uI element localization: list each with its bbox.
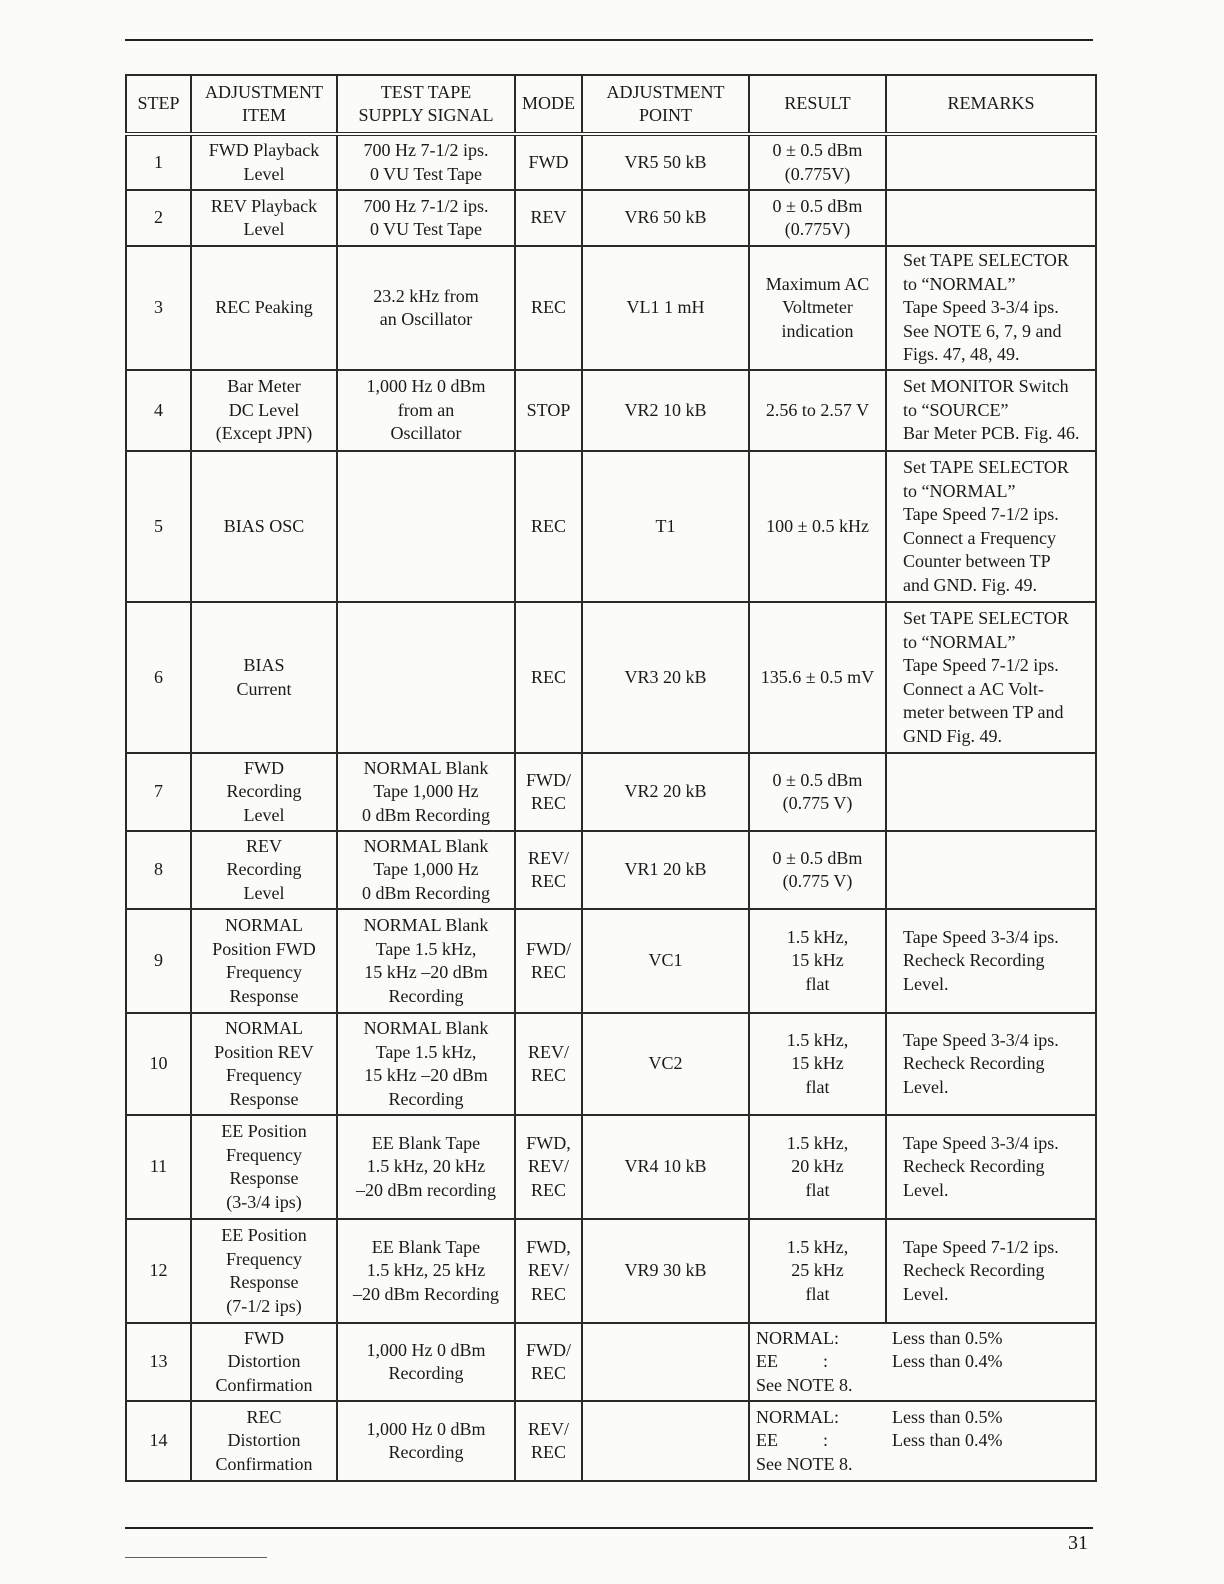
header-adjustment-point: ADJUSTMENT POINT [582, 75, 749, 134]
adjustment-point-cell: VL1 1 mH [582, 246, 749, 370]
result-cell: 0 ± 0.5 dBm (0.775V) [749, 190, 886, 246]
adjustment-point-cell: VR6 50 kB [582, 190, 749, 246]
remarks-cell: Tape Speed 3-3/4 ips. Recheck Recording Level. [886, 1013, 1096, 1115]
mode-cell: REV/ REC [515, 831, 582, 909]
table-row [126, 370, 1096, 451]
adjustment-point-cell: VC2 [582, 1013, 749, 1115]
result-cell: 135.6 ± 0.5 mV [749, 602, 886, 753]
header-test-tape-supply-signal: TEST TAPE SUPPLY SIGNAL [337, 75, 515, 134]
test-signal-cell: 23.2 kHz from an Oscillator [337, 246, 515, 370]
header-mode: MODE [515, 75, 582, 134]
header-adjustment-item: ADJUSTMENT ITEM [191, 75, 337, 134]
result-condition-labels: NORMAL: EE : See NOTE 8. [756, 1327, 853, 1395]
adjustment-item-cell: EE Position Frequency Response (7-1/2 ips) [191, 1219, 337, 1323]
test-signal-cell [337, 451, 515, 602]
step-cell: 4 [126, 370, 191, 451]
table-row [126, 246, 1096, 370]
test-signal-cell: 1,000 Hz 0 dBm Recording [337, 1323, 515, 1401]
remarks-cell: Set TAPE SELECTOR to “NORMAL” Tape Speed 3-3/4 ips. See NOTE 6, 7, 9 and Figs. 47, 48, 49. [886, 246, 1096, 370]
adjustment-point-cell: VC1 [582, 909, 749, 1013]
step-cell: 5 [126, 451, 191, 602]
result-cell: 0 ± 0.5 dBm (0.775 V) [749, 753, 886, 831]
result-cell: 1.5 kHz, 20 kHz flat [749, 1115, 886, 1219]
remarks-cell [886, 831, 1096, 909]
test-signal-cell: 700 Hz 7-1/2 ips. 0 VU Test Tape [337, 190, 515, 246]
remarks-cell [886, 753, 1096, 831]
step-cell: 2 [126, 190, 191, 246]
table-row [126, 1219, 1096, 1323]
remarks-cell: Tape Speed 3-3/4 ips. Recheck Recording Level. [886, 1115, 1096, 1219]
adjustment-item-cell: FWD Playback Level [191, 134, 337, 190]
table-row [126, 831, 1096, 909]
bottom-rule [125, 1527, 1093, 1529]
step-cell: 7 [126, 753, 191, 831]
mode-cell: REV [515, 190, 582, 246]
mode-cell: FWD/ REC [515, 909, 582, 1013]
test-signal-cell: EE Blank Tape 1.5 kHz, 25 kHz –20 dBm Recording [337, 1219, 515, 1323]
top-rule [125, 39, 1093, 41]
remarks-cell [886, 134, 1096, 190]
result-cell: 1.5 kHz, 15 kHz flat [749, 909, 886, 1013]
distortion-result-cell [749, 1401, 1096, 1481]
test-signal-cell: 1,000 Hz 0 dBm from an Oscillator [337, 370, 515, 451]
mode-cell: FWD/ REC [515, 753, 582, 831]
mode-cell: REC [515, 246, 582, 370]
mode-cell: FWD, REV/ REC [515, 1219, 582, 1323]
remarks-cell [886, 190, 1096, 246]
adjustment-point-cell: VR4 10 kB [582, 1115, 749, 1219]
result-cell: 2.56 to 2.57 V [749, 370, 886, 451]
adjustment-item-cell: Bar Meter DC Level (Except JPN) [191, 370, 337, 451]
adjustment-point-cell [582, 1401, 749, 1481]
mode-cell: REV/ REC [515, 1013, 582, 1115]
step-cell: 13 [126, 1323, 191, 1401]
mode-cell: FWD [515, 134, 582, 190]
adjustment-item-cell: BIAS OSC [191, 451, 337, 602]
link-underline [125, 1557, 267, 1558]
table-row [126, 1401, 1096, 1481]
remarks-cell: Tape Speed 3-3/4 ips. Recheck Recording Level. [886, 909, 1096, 1013]
step-cell: 8 [126, 831, 191, 909]
mode-cell: REC [515, 602, 582, 753]
mode-cell: REC [515, 451, 582, 602]
table-row [126, 134, 1096, 190]
result-cell: 0 ± 0.5 dBm (0.775 V) [749, 831, 886, 909]
adjustment-table [125, 74, 1097, 1482]
adjustment-point-cell: VR2 20 kB [582, 753, 749, 831]
remarks-cell: Set TAPE SELECTOR to “NORMAL” Tape Speed 7-1/2 ips. Connect a AC Volt- meter between TP and GND Fig. 49. [886, 602, 1096, 753]
header-step: STEP [126, 75, 191, 134]
adjustment-point-cell: VR1 20 kB [582, 831, 749, 909]
result-cell: 1.5 kHz, 15 kHz flat [749, 1013, 886, 1115]
mode-cell: FWD/ REC [515, 1323, 582, 1401]
test-signal-cell: NORMAL Blank Tape 1.5 kHz, 15 kHz –20 dBm Recording [337, 909, 515, 1013]
result-cell: 1.5 kHz, 25 kHz flat [749, 1219, 886, 1323]
result-condition-labels: NORMAL: EE : See NOTE 8. [756, 1406, 853, 1474]
step-cell: 3 [126, 246, 191, 370]
adjustment-item-cell: FWD Recording Level [191, 753, 337, 831]
table-row [126, 1115, 1096, 1219]
adjustment-item-cell: REC Peaking [191, 246, 337, 370]
mode-cell: REV/ REC [515, 1401, 582, 1481]
adjustment-point-cell: VR5 50 kB [582, 134, 749, 190]
table-row [126, 1013, 1096, 1115]
test-signal-cell: 1,000 Hz 0 dBm Recording [337, 1401, 515, 1481]
table-row [126, 602, 1096, 753]
remarks-cell: Set TAPE SELECTOR to “NORMAL” Tape Speed 7-1/2 ips. Connect a Frequency Counter between TP and GND. Fig. 49. [886, 451, 1096, 602]
adjustment-point-cell: VR2 10 kB [582, 370, 749, 451]
table-row [126, 190, 1096, 246]
step-cell: 11 [126, 1115, 191, 1219]
test-signal-cell: NORMAL Blank Tape 1,000 Hz 0 dBm Recording [337, 753, 515, 831]
step-cell: 6 [126, 602, 191, 753]
table-row [126, 909, 1096, 1013]
adjustment-item-cell: FWD Distortion Confirmation [191, 1323, 337, 1401]
test-signal-cell: NORMAL Blank Tape 1,000 Hz 0 dBm Recording [337, 831, 515, 909]
mode-cell: STOP [515, 370, 582, 451]
step-cell: 1 [126, 134, 191, 190]
header-result: RESULT [749, 75, 886, 134]
result-condition-values: Less than 0.5% Less than 0.4% [892, 1406, 1003, 1451]
table-row [126, 451, 1096, 602]
adjustment-point-cell [582, 1323, 749, 1401]
step-cell: 10 [126, 1013, 191, 1115]
test-signal-cell: EE Blank Tape 1.5 kHz, 20 kHz –20 dBm recording [337, 1115, 515, 1219]
table-row [126, 1323, 1096, 1401]
remarks-cell: Set MONITOR Switch to “SOURCE” Bar Meter PCB. Fig. 46. [886, 370, 1096, 451]
result-cell: 100 ± 0.5 kHz [749, 451, 886, 602]
table-header-row [126, 75, 1096, 134]
mode-cell: FWD, REV/ REC [515, 1115, 582, 1219]
adjustment-item-cell: BIAS Current [191, 602, 337, 753]
page-number: 31 [1068, 1532, 1088, 1554]
adjustment-item-cell: NORMAL Position REV Frequency Response [191, 1013, 337, 1115]
table-row [126, 753, 1096, 831]
test-signal-cell: NORMAL Blank Tape 1.5 kHz, 15 kHz –20 dBm Recording [337, 1013, 515, 1115]
step-cell: 14 [126, 1401, 191, 1481]
result-condition-values: Less than 0.5% Less than 0.4% [892, 1327, 1003, 1372]
adjustment-item-cell: REV Recording Level [191, 831, 337, 909]
step-cell: 12 [126, 1219, 191, 1323]
header-remarks: REMARKS [886, 75, 1096, 134]
test-signal-cell [337, 602, 515, 753]
adjustment-item-cell: REC Distortion Confirmation [191, 1401, 337, 1481]
adjustment-point-cell: VR9 30 kB [582, 1219, 749, 1323]
result-cell: 0 ± 0.5 dBm (0.775V) [749, 134, 886, 190]
result-cell: Maximum AC Voltmeter indication [749, 246, 886, 370]
adjustment-point-cell: VR3 20 kB [582, 602, 749, 753]
adjustment-item-cell: EE Position Frequency Response (3-3/4 ips) [191, 1115, 337, 1219]
step-cell: 9 [126, 909, 191, 1013]
test-signal-cell: 700 Hz 7-1/2 ips. 0 VU Test Tape [337, 134, 515, 190]
adjustment-point-cell: T1 [582, 451, 749, 602]
adjustment-item-cell: REV Playback Level [191, 190, 337, 246]
adjustment-item-cell: NORMAL Position FWD Frequency Response [191, 909, 337, 1013]
remarks-cell: Tape Speed 7-1/2 ips. Recheck Recording Level. [886, 1219, 1096, 1323]
distortion-result-cell [749, 1323, 1096, 1401]
